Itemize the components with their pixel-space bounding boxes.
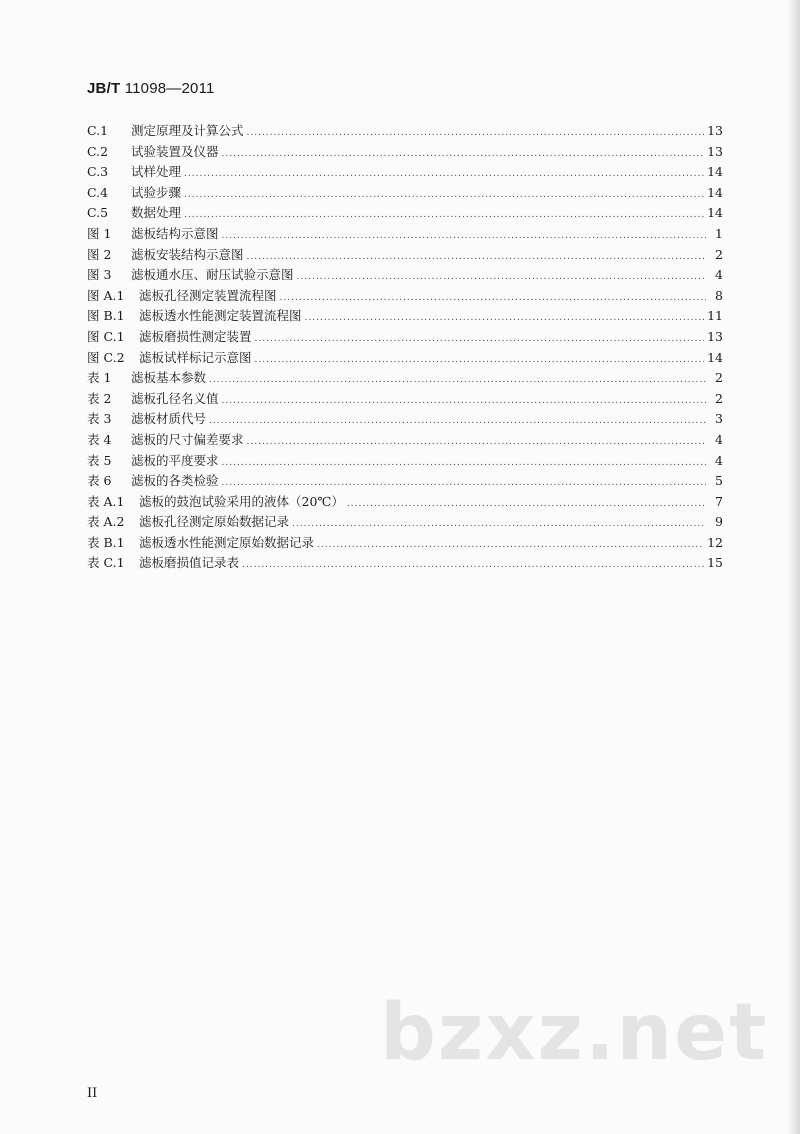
toc-leader-dots <box>209 411 706 432</box>
toc-entry-title: 滤板透水性能测定原始数据记录 <box>139 534 315 550</box>
toc-entry-page: 2 <box>715 390 723 406</box>
toc-entry[interactable] <box>87 368 723 389</box>
toc-entry-title: 滤板结构示意图 <box>131 225 219 241</box>
toc-entry-label: 图 C.1 <box>87 328 125 344</box>
toc-entry[interactable] <box>87 245 723 266</box>
toc-leader-dots <box>242 555 704 576</box>
toc-entry-page: 2 <box>715 370 723 386</box>
toc-entry[interactable] <box>87 265 723 286</box>
toc-entry-title: 滤板试样标记示意图 <box>139 349 252 365</box>
toc-entry-label: 表 2 <box>87 390 112 406</box>
toc-entry[interactable] <box>87 162 723 183</box>
toc-entry-label: 表 A.1 <box>87 493 125 509</box>
toc-entry[interactable] <box>87 183 723 204</box>
toc-entry-page: 4 <box>715 267 723 283</box>
toc-entry[interactable] <box>87 286 723 307</box>
toc-entry-page: 4 <box>715 452 723 468</box>
toc-leader-dots <box>280 288 706 309</box>
toc-entry[interactable] <box>87 203 723 224</box>
toc-entry-label: 图 B.1 <box>87 308 125 324</box>
toc-entry-title: 试验步骤 <box>131 184 182 200</box>
toc-entry-label: 表 5 <box>87 452 112 468</box>
toc-entry-title: 滤板磨损性测定装置 <box>139 328 252 344</box>
toc-entry-page: 13 <box>707 328 723 344</box>
toc-leader-dots <box>222 144 705 165</box>
toc-entry-page: 15 <box>707 555 723 571</box>
toc-leader-dots <box>255 329 705 350</box>
toc-entry-title: 滤板通水压、耐压试验示意图 <box>131 267 294 283</box>
toc-entry-page: 8 <box>715 287 723 303</box>
toc-entry-page: 14 <box>707 349 723 365</box>
toc-entry-title: 滤板磨损值记录表 <box>139 555 240 571</box>
toc-leader-dots <box>184 205 704 226</box>
standard-prefix: JB/T <box>87 80 121 97</box>
toc-entry-label: 表 A.2 <box>87 514 125 530</box>
toc-entry-title: 测定原理及计算公式 <box>131 123 244 138</box>
toc-entry-label: 表 4 <box>87 431 112 447</box>
toc-leader-dots <box>247 432 706 453</box>
toc-entry-label: 图 C.2 <box>87 349 125 365</box>
toc-entry-title: 滤板的鼓泡试验采用的液体（20℃） <box>139 493 344 509</box>
toc-leader-dots <box>184 164 704 185</box>
toc-entry-page: 13 <box>707 143 723 159</box>
toc-entry-title: 滤板材质代号 <box>131 411 207 427</box>
page-edge-shadow <box>786 0 800 1134</box>
toc-leader-dots <box>184 185 704 206</box>
watermark-text: bzxz.net <box>380 988 769 1078</box>
toc-entry-label: 表 3 <box>87 411 112 427</box>
toc-entry-label: 表 1 <box>87 370 112 386</box>
toc-entry-page: 1 <box>715 225 723 241</box>
toc-leader-dots <box>247 247 706 268</box>
toc-entry[interactable] <box>87 492 723 513</box>
toc-entry-label: C.4 <box>87 184 109 200</box>
toc-entry-page: 2 <box>715 246 723 262</box>
toc-leader-dots <box>222 453 706 474</box>
toc-leader-dots <box>209 370 706 391</box>
toc-entry-title: 滤板的平度要求 <box>131 452 219 468</box>
toc-entry-page: 9 <box>715 514 723 530</box>
toc-entry[interactable] <box>87 348 723 369</box>
toc-leader-dots <box>222 226 706 247</box>
toc-entry[interactable] <box>87 327 723 348</box>
toc-entry-title: 试样处理 <box>131 164 182 180</box>
toc-entry-title: 滤板孔径名义值 <box>131 390 219 406</box>
toc-entry-page: 14 <box>707 205 723 221</box>
toc-entry[interactable] <box>87 389 723 410</box>
toc-leader-dots <box>305 308 705 329</box>
toc-entry[interactable] <box>87 224 723 245</box>
toc-entry[interactable] <box>87 142 723 163</box>
toc-leader-dots <box>222 391 706 412</box>
toc-entry-title: 试验装置及仪器 <box>131 143 219 159</box>
toc-entry-label: C.5 <box>87 205 109 221</box>
toc-entry-title: 滤板基本参数 <box>131 370 207 386</box>
standard-code: 11098—2011 <box>124 80 215 97</box>
toc-leader-dots <box>347 494 706 515</box>
toc-entry-label: 图 3 <box>87 267 112 283</box>
toc-entry-title: 滤板安装结构示意图 <box>131 246 244 262</box>
toc-entry-page: 13 <box>707 123 723 138</box>
toc-leader-dots <box>247 123 705 144</box>
toc-entry[interactable] <box>87 512 723 533</box>
toc-entry[interactable] <box>87 409 723 430</box>
toc-leader-dots <box>292 514 706 535</box>
toc-entry[interactable] <box>87 451 723 472</box>
toc-entry-page: 12 <box>707 534 723 550</box>
toc-leader-dots <box>255 350 705 371</box>
toc-leader-dots <box>317 535 704 556</box>
toc-entry-label: 表 B.1 <box>87 534 125 550</box>
standard-number-header <box>87 80 215 97</box>
toc-entry-title: 滤板的各类检验 <box>131 473 219 489</box>
toc-entry-label: C.3 <box>87 164 109 180</box>
toc-entry-title: 滤板孔径测定装置流程图 <box>139 287 277 303</box>
page-number-footer: II <box>87 1086 98 1101</box>
toc-entry-label: 图 A.1 <box>87 287 125 303</box>
toc-entry-page: 3 <box>715 411 723 427</box>
toc-entry[interactable] <box>87 553 723 574</box>
toc-entry[interactable] <box>87 430 723 451</box>
toc-entry-title: 滤板的尺寸偏差要求 <box>131 431 244 447</box>
toc-entry-page: 7 <box>715 493 723 509</box>
toc-entry-label: 表 C.1 <box>87 555 125 571</box>
table-of-contents <box>87 121 723 574</box>
toc-entry[interactable] <box>87 306 723 327</box>
toc-entry-page: 11 <box>707 308 723 324</box>
toc-entry[interactable] <box>87 121 723 142</box>
toc-entry-label: 图 2 <box>87 246 112 262</box>
toc-entry-label: C.1 <box>87 123 109 138</box>
toc-leader-dots <box>297 267 706 288</box>
toc-entry-title: 滤板透水性能测定装置流程图 <box>139 308 302 324</box>
toc-entry-title: 数据处理 <box>131 205 182 221</box>
toc-entry-page: 4 <box>715 431 723 447</box>
toc-entry-title: 滤板孔径测定原始数据记录 <box>139 514 290 530</box>
toc-entry-page: 14 <box>707 184 723 200</box>
toc-entry-page: 5 <box>715 473 723 489</box>
toc-entry-label: 图 1 <box>87 225 112 241</box>
toc-entry-label: 表 6 <box>87 473 112 489</box>
toc-entry[interactable] <box>87 533 723 554</box>
toc-entry-label: C.2 <box>87 143 109 159</box>
toc-entry-page: 14 <box>707 164 723 180</box>
toc-leader-dots <box>222 473 706 494</box>
toc-entry[interactable] <box>87 471 723 492</box>
